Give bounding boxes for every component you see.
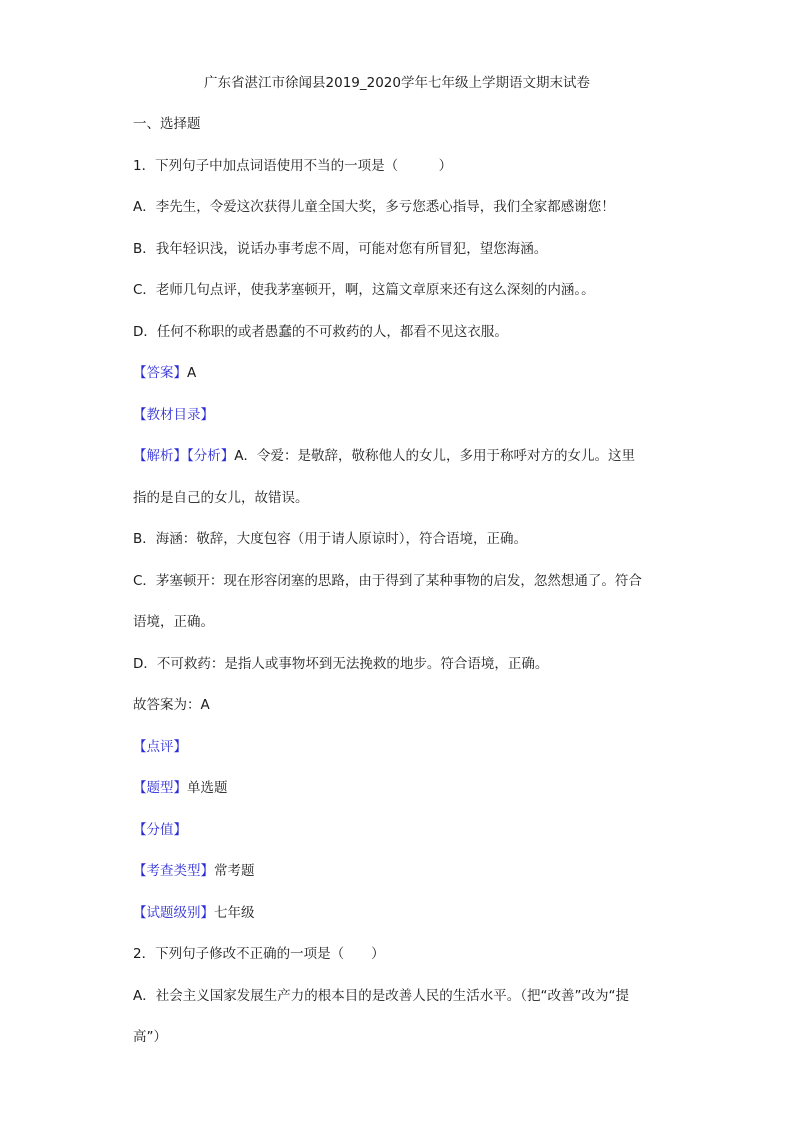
question-2-option-a-line-2: 高”） [133,1029,167,1045]
page-title: 广东省湛江市徐闻县2019_2020学年七年级上学期语文期末试卷 [204,75,590,91]
answer-line [133,363,693,383]
section-heading: 一、选择题 [133,116,201,132]
score-tag: 【分值】 [133,822,187,838]
analysis-text-1: A．令爱：是敬辞，敬称他人的女儿，多用于称呼对方的女儿。这里 [234,448,635,464]
analysis-line-2: 指的是自己的女儿，故错误。 [133,490,309,506]
question-type-tag: 【题型】 [133,780,187,796]
analysis-option-b: B．海涵：敬辞，大度包容（用于请人原谅时），符合语境，正确。 [133,531,528,547]
question-2-option-a-line-1: A．社会主义国家发展生产力的根本目的是改善人民的生活水平。（把“改善”改为“提 [133,988,629,1004]
exam-type-line [133,861,693,881]
question-1-option-b: B．我年轻识浅，说话办事考虑不周，可能对您有所冒犯，望您海涵。 [133,241,548,257]
exam-type-tag: 【考查类型】 [133,863,214,879]
question-type-value: 单选题 [187,780,228,796]
analysis-tag: 【解析】【分析】 [133,448,235,464]
question-1-option-a: A．李先生，令爱这次获得儿童全国大奖，多亏您悉心指导，我们全家都感谢您！ [133,199,615,215]
exam-type-value: 常考题 [214,863,255,879]
question-1-option-d: D．任何不称职的或者愚蠢的不可救药的人，都看不见这衣服。 [133,324,508,340]
level-tag: 【试题级别】 [133,905,214,921]
question-1-stem: 1．下列句子中加点词语使用不当的一项是（ ） [133,158,453,174]
question-1-option-c: C．老师几句点评，使我茅塞顿开，啊，这篇文章原来还有这么深刻的内涵。。 [133,282,595,298]
level-line [133,903,693,923]
score-line [133,820,693,840]
comment-line [133,737,693,757]
question-type-line [133,778,693,798]
level-value: 七年级 [214,905,255,921]
analysis-option-d: D．不可救药：是指人或事物坏到无法挽救的地步。符合语境，正确。 [133,656,549,672]
question-2-stem: 2．下列句子修改不正确的一项是（ ） [133,946,385,962]
comment-tag: 【点评】 [133,739,187,755]
catalog-line [133,405,693,425]
answer-value: A [187,365,197,381]
analysis-option-c-2: 语境，正确。 [133,614,214,630]
catalog-tag: 【教材目录】 [133,407,214,423]
analysis-option-c-1: C．茅塞顿开：现在形容闭塞的思路，由于得到了某种事物的启发，忽然想通了。符合 [133,573,642,589]
final-answer: 故答案为：A [133,697,210,713]
answer-tag: 【答案】 [133,365,187,381]
analysis-line-1 [133,446,693,466]
